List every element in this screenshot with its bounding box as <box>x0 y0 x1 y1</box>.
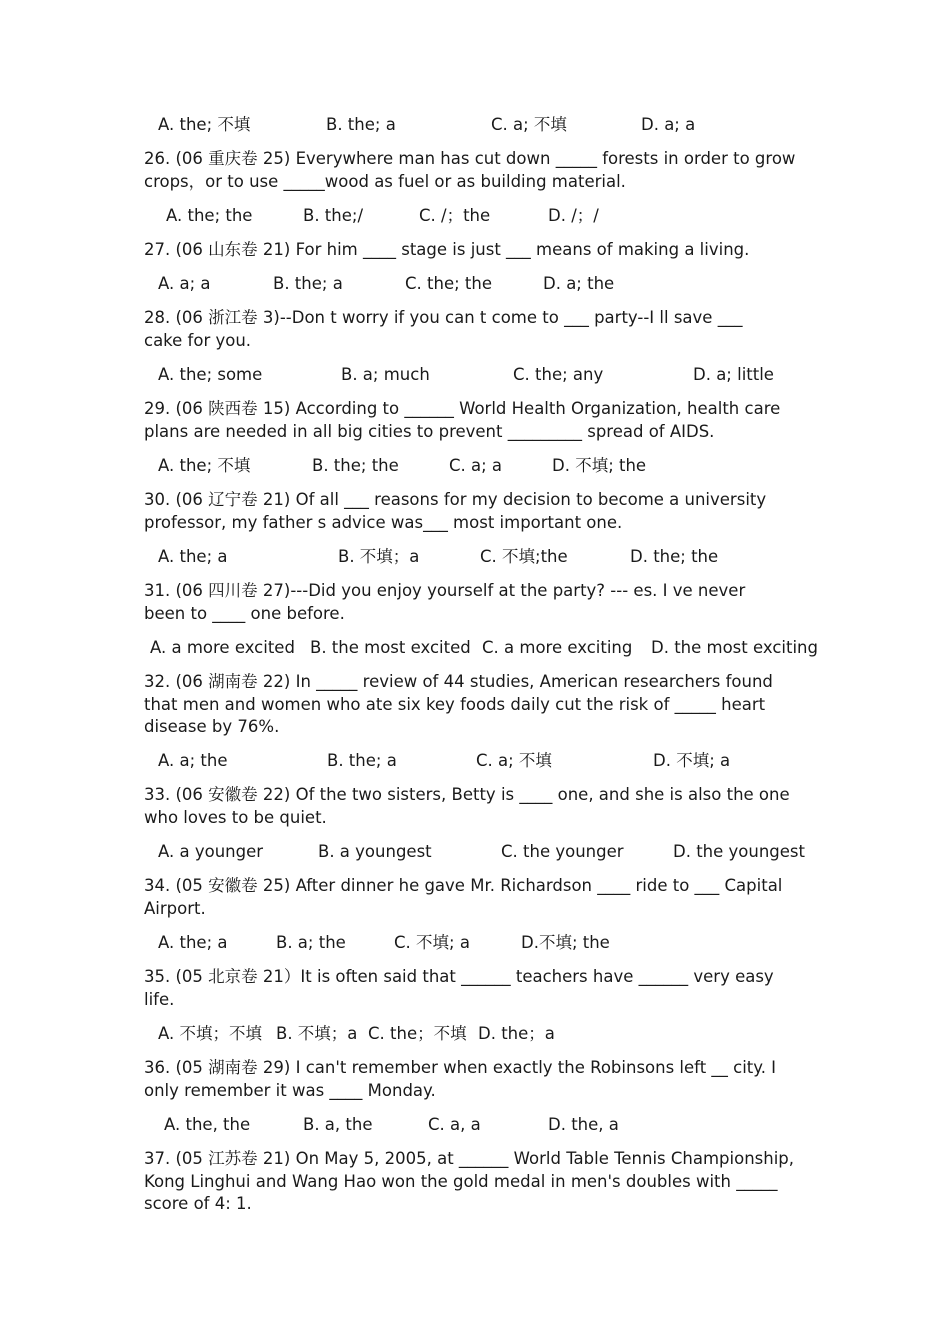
option-a: A. the; a <box>158 547 228 566</box>
option-d: D. the most exciting <box>651 638 818 657</box>
option-a: A. a more excited <box>150 638 295 657</box>
option-a: A. a younger <box>158 842 264 861</box>
question-37-line-1: 37. (05 江苏卷 21) On May 5, 2005, at ______ World Table Tennis Championship, <box>144 1149 795 1168</box>
question-29-line-2: plans are needed in all big cities to prevent _________ spread of AIDS. <box>144 421 715 441</box>
option-b: B. a; the <box>276 933 346 952</box>
answer-options <box>158 454 858 478</box>
question-27-line-1: 27. (06 山东卷 21) For him ____ stage is just ___ means of making a living. <box>144 240 750 259</box>
option-c: C. a; 不填 <box>491 115 567 134</box>
option-d: D. 不填; a <box>653 751 731 770</box>
answer-options <box>158 1022 858 1046</box>
option-a: A. the; some <box>158 365 263 384</box>
question-26-line-1: 26. (06 重庆卷 25) Everywhere man has cut down _____ forests in order to grow <box>144 149 796 168</box>
option-d: D. a; a <box>641 115 696 134</box>
answer-options <box>158 113 858 137</box>
answer-options <box>158 545 858 569</box>
option-c: C. /；the <box>419 206 491 225</box>
option-a: A. the; 不填 <box>158 456 251 475</box>
option-a: A. the; the <box>166 206 253 225</box>
answer-options <box>158 749 858 773</box>
option-a: A. the; 不填 <box>158 115 251 134</box>
option-d: D. a; the <box>543 274 615 293</box>
option-a: A. the, the <box>164 1115 251 1134</box>
question-33-line-1: 33. (06 安徽卷 22) Of the two sisters, Betty is ____ one, and she is also the one <box>144 785 790 804</box>
option-c: C. 不填;the <box>480 547 568 566</box>
question-33-line-2: who loves to be quiet. <box>144 807 327 827</box>
question-36-line-2: only remember it was ____ Monday. <box>144 1080 436 1100</box>
option-b: B. the;/ <box>303 206 364 225</box>
option-c: C. the；不填 <box>368 1024 467 1043</box>
option-d: D. the；a <box>478 1024 555 1043</box>
option-b: B. a youngest <box>318 842 432 861</box>
option-c: C. the younger <box>501 842 624 861</box>
question-32-line-1: 32. (06 湖南卷 22) In _____ review of 44 studies, American researchers found <box>144 672 773 691</box>
option-b: B. 不填；a <box>276 1024 358 1043</box>
question-31-line-2: been to ____ one before. <box>144 603 345 623</box>
option-b: B. the; a <box>326 115 396 134</box>
option-a: A. a; the <box>158 751 228 770</box>
option-a: A. 不填；不填 <box>158 1024 262 1043</box>
option-a: A. the; a <box>158 933 228 952</box>
option-c: C. a; 不填 <box>476 751 552 770</box>
question-35-line-2: life. <box>144 989 175 1009</box>
question-34-line-1: 34. (05 安徽卷 25) After dinner he gave Mr. Richardson ____ ride to ___ Capital <box>144 876 783 895</box>
option-d: D. the; the <box>630 547 719 566</box>
option-b: B. a, the <box>303 1115 373 1134</box>
answer-options <box>158 840 858 864</box>
option-b: B. the most excited <box>310 638 471 657</box>
option-d: D. a; little <box>693 365 774 384</box>
question-34-line-2: Airport. <box>144 898 206 918</box>
option-d: D. the youngest <box>673 842 805 861</box>
option-d: D. the, a <box>548 1115 619 1134</box>
option-c: C. the; any <box>513 365 604 384</box>
question-37-line-2: Kong Linghui and Wang Hao won the gold medal in men's doubles with _____ <box>144 1171 778 1191</box>
option-b: B. the; a <box>327 751 397 770</box>
answer-options <box>158 272 858 296</box>
option-d: D. /；/ <box>548 206 599 225</box>
question-31-line-1: 31. (06 四川卷 27)---Did you enjoy yourself at the party? --- es. I ve never <box>144 581 746 600</box>
option-c: C. a more exciting <box>482 638 633 657</box>
option-c: C. a; a <box>449 456 503 475</box>
option-b: B. the; the <box>312 456 399 475</box>
question-30-line-1: 30. (06 辽宁卷 21) Of all ___ reasons for my decision to become a university <box>144 490 767 509</box>
option-c: C. a, a <box>428 1115 481 1134</box>
option-b: B. 不填；a <box>338 547 420 566</box>
option-c: C. the; the <box>405 274 492 293</box>
question-26-line-2: crops，or to use _____wood as fuel or as building material. <box>144 171 626 191</box>
question-28-line-1: 28. (06 浙江卷 3)--Don t worry if you can t come to ___ party--I ll save ___ <box>144 308 743 327</box>
question-32-line-3: disease by 76%. <box>144 717 280 737</box>
option-d: D.不填; the <box>521 933 610 952</box>
option-b: B. a; much <box>341 365 430 384</box>
question-32-line-2: that men and women who ate six key foods daily cut the risk of _____ heart <box>144 694 766 714</box>
option-d: D. 不填; the <box>552 456 647 475</box>
question-37-line-3: score of 4: 1. <box>144 1194 252 1214</box>
question-35-line-1: 35. (05 北京卷 21）It is often said that ______ teachers have ______ very easy <box>144 967 774 986</box>
question-36-line-1: 36. (05 湖南卷 29) I can't remember when exactly the Robinsons left __ city. I <box>144 1058 777 1077</box>
answer-options <box>164 1113 864 1137</box>
answer-options <box>158 363 858 387</box>
option-a: A. a; a <box>158 274 211 293</box>
question-30-line-2: professor, my father s advice was___ most important one. <box>144 512 623 532</box>
question-28-line-2: cake for you. <box>144 330 252 350</box>
answer-options <box>150 636 850 660</box>
option-c: C. 不填; a <box>394 933 470 952</box>
question-29-line-1: 29. (06 陕西卷 15) According to ______ World Health Organization, health care <box>144 399 781 418</box>
answer-options <box>158 931 858 955</box>
answer-options <box>166 204 866 228</box>
option-b: B. the; a <box>273 274 343 293</box>
